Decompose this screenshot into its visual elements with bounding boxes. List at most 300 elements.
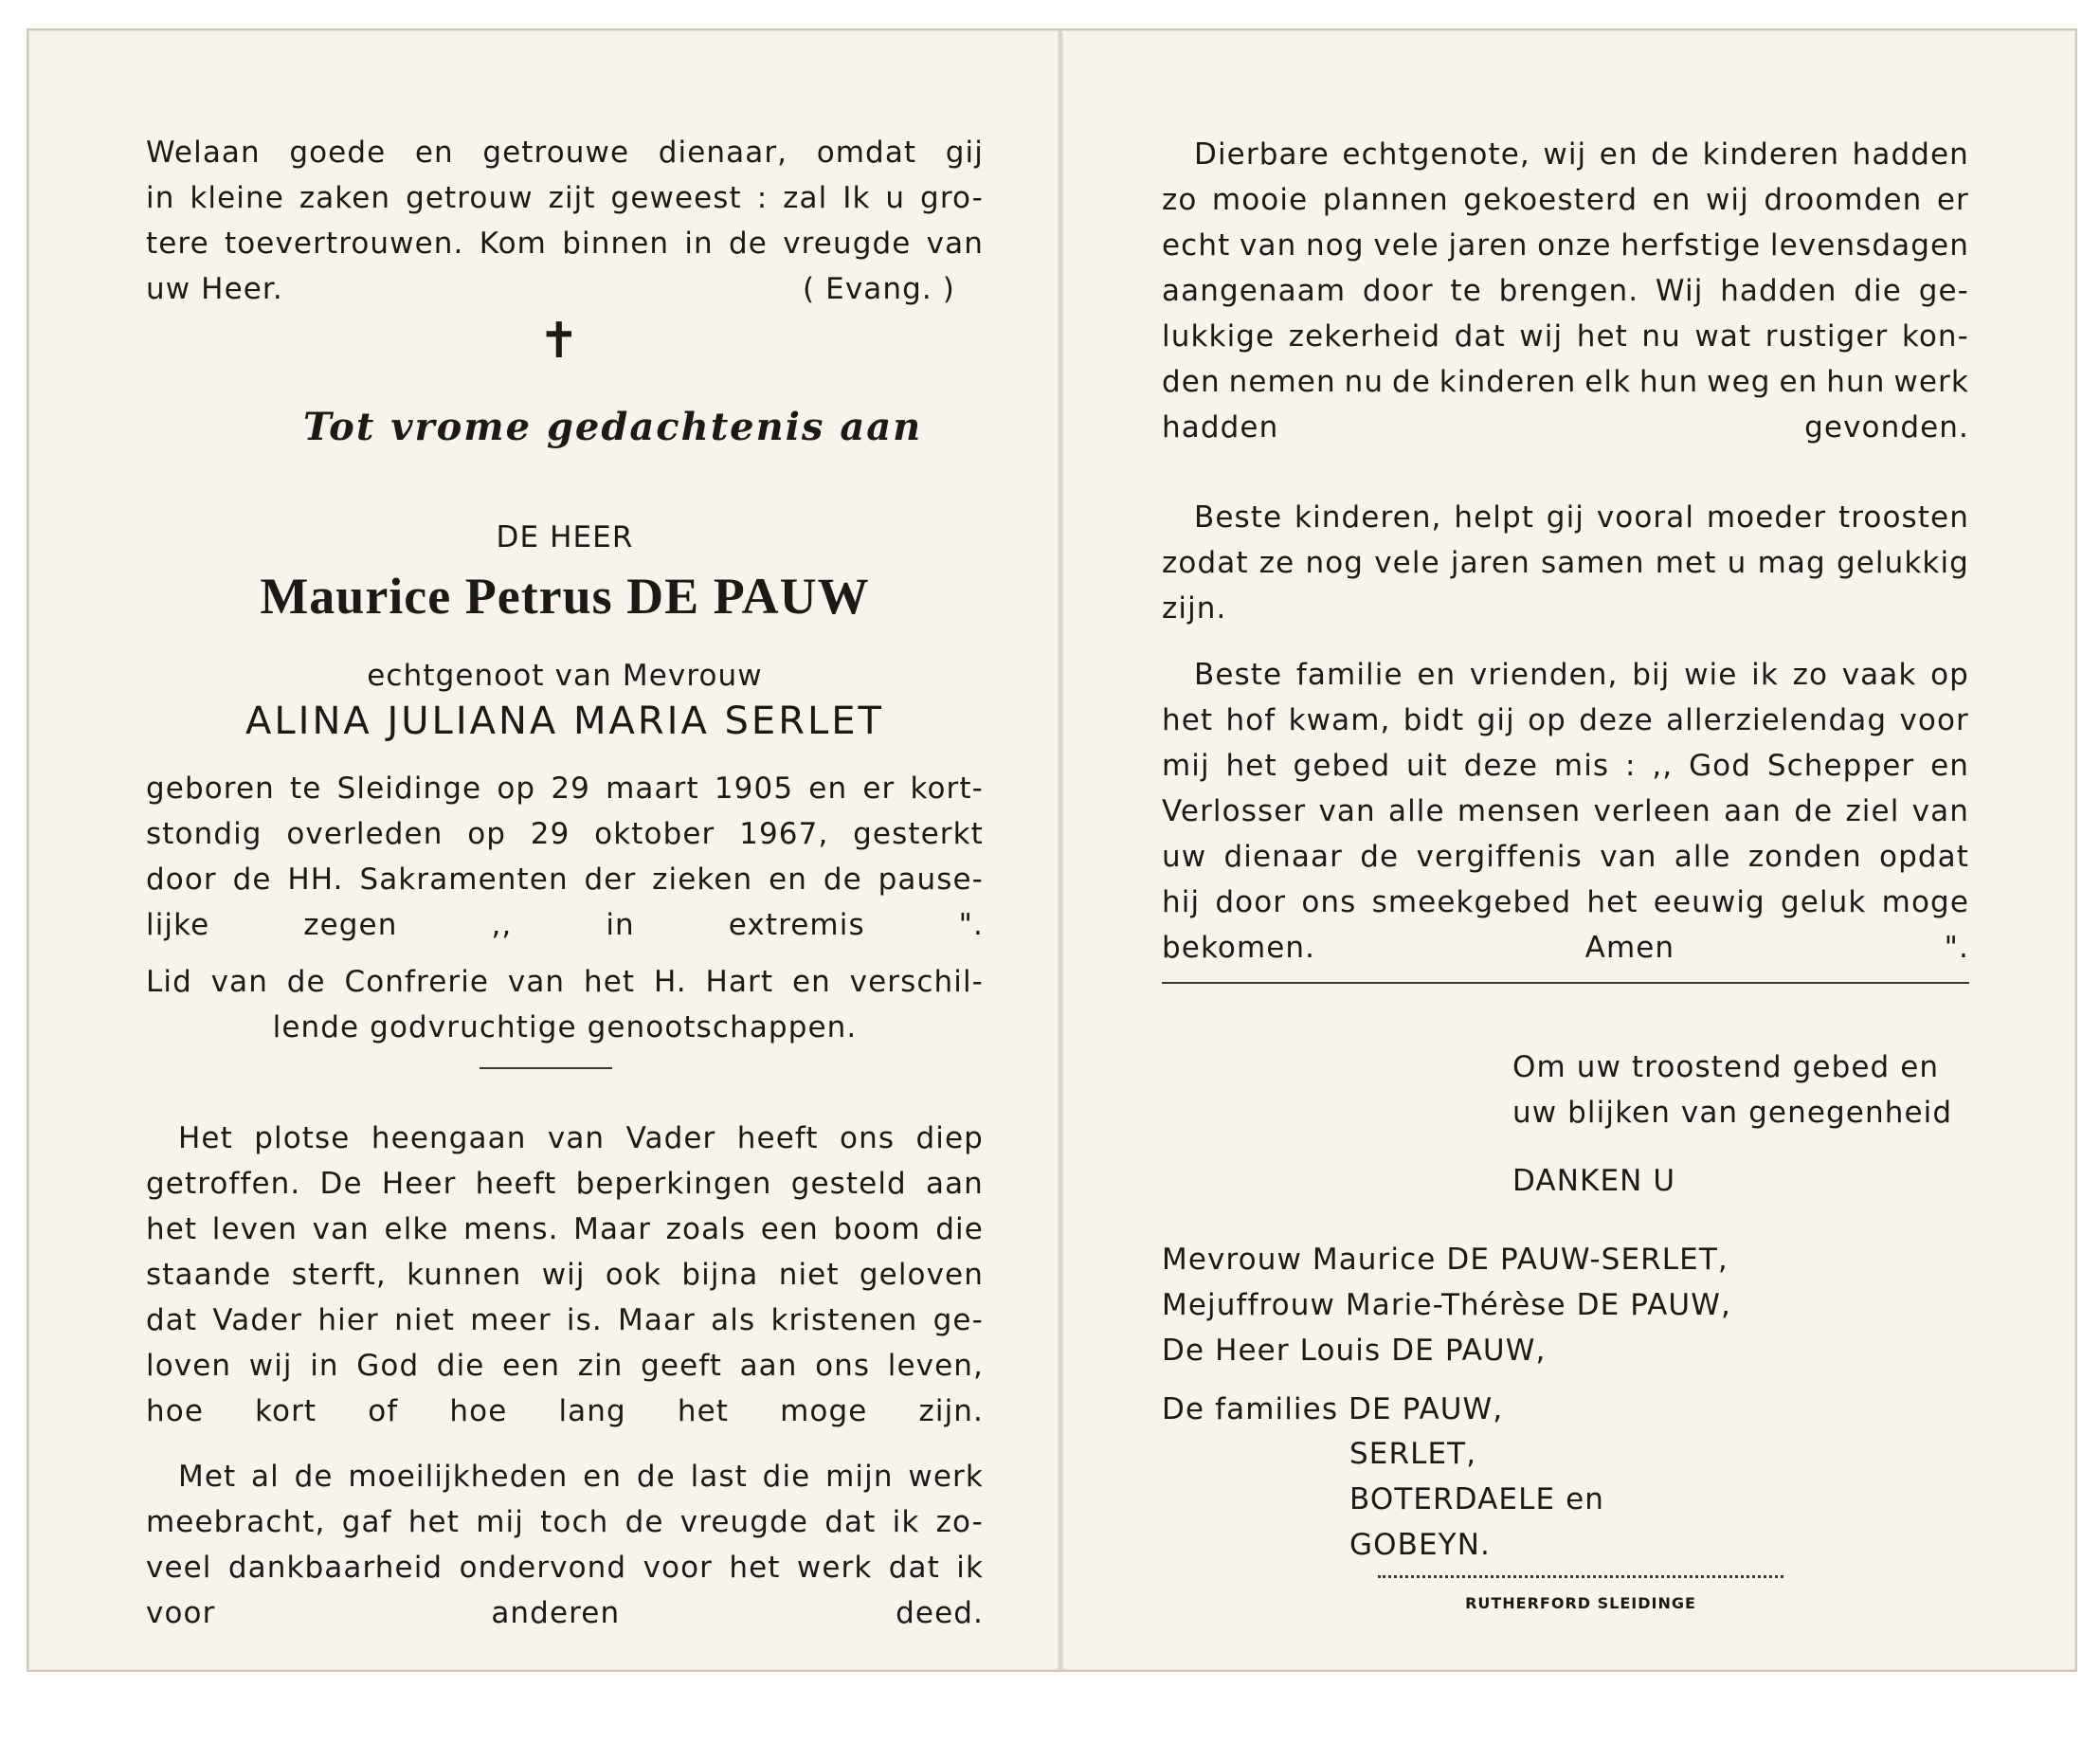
- word: ik: [892, 1505, 920, 1539]
- thanks-text: [1512, 1044, 1986, 1135]
- word: de: [232, 862, 272, 897]
- word: den: [1162, 365, 1221, 399]
- word: dienaar: [1223, 840, 1343, 874]
- word: de: [294, 1460, 334, 1494]
- word: de: [1794, 794, 1834, 828]
- word: uit: [1406, 749, 1448, 783]
- family-name: BOTERDAELE en: [1349, 1482, 1605, 1516]
- word: geboren: [146, 772, 275, 806]
- word: het: [407, 1505, 460, 1539]
- spouse-name: ALINA JULIANA MARIA SERLET: [245, 699, 884, 743]
- word: kleine: [190, 181, 284, 215]
- deceased-name: Maurice Petrus DE PAUW: [260, 568, 870, 625]
- word: boom: [833, 1212, 921, 1246]
- thanks-signoff: DANKEN U: [1512, 1164, 1676, 1198]
- word: van: [507, 965, 566, 999]
- word: plotse: [254, 1121, 351, 1155]
- word: toevertrouwen.: [224, 227, 464, 261]
- biography: [146, 766, 984, 948]
- word: kon-: [1901, 319, 1969, 354]
- word: leven: [211, 1212, 299, 1246]
- word: aangenaam: [1162, 274, 1347, 308]
- word: in: [146, 181, 175, 215]
- para-last-line: zijn.: [1162, 591, 1227, 626]
- word: en: [1930, 749, 1969, 783]
- word: die: [762, 1460, 811, 1494]
- word: deze: [1463, 749, 1539, 783]
- word: verschil-: [849, 965, 984, 999]
- para-line: [1162, 540, 1969, 586]
- word: heeft: [736, 1121, 819, 1155]
- para-line: [146, 1454, 984, 1499]
- word: Dierbare: [1194, 137, 1330, 172]
- word: door: [1362, 274, 1434, 308]
- word: gaf: [341, 1505, 392, 1539]
- word: en: [808, 772, 848, 806]
- para-line: [146, 1161, 984, 1207]
- word: ook: [605, 1258, 662, 1292]
- word: binnen: [562, 227, 670, 261]
- word: het: [146, 1212, 198, 1246]
- para-line: [146, 1207, 984, 1252]
- bio-last-line: lijke zegen ,, in extremis ".: [146, 908, 984, 942]
- word: de: [625, 1505, 664, 1539]
- word: Vader: [212, 1303, 303, 1337]
- quote-last-line: [146, 266, 984, 312]
- word: meebracht,: [146, 1505, 326, 1539]
- word: door: [1215, 885, 1287, 919]
- cross-icon: ✝: [538, 313, 580, 370]
- word: dat: [1454, 319, 1506, 354]
- scripture-quote: [146, 130, 984, 312]
- word: de: [1391, 365, 1431, 399]
- word: mij: [476, 1505, 524, 1539]
- quote-line: [146, 175, 984, 221]
- word: gelukkig: [1836, 546, 1969, 580]
- word: Welaan: [146, 136, 261, 170]
- word: nu: [1641, 319, 1681, 354]
- para-line: [1162, 223, 1969, 268]
- word: nog: [1306, 228, 1365, 263]
- word: alle: [1387, 794, 1445, 828]
- paragraph-echtgenote: [1162, 132, 1969, 450]
- word: echtgenote,: [1342, 137, 1530, 172]
- word: Maar: [573, 1212, 652, 1246]
- word: moeilijkheden: [348, 1460, 569, 1494]
- word: vele: [1374, 546, 1440, 580]
- word: een: [502, 1349, 561, 1383]
- word: die: [436, 1349, 485, 1383]
- word: lukkige: [1162, 319, 1276, 354]
- word: zodat: [1162, 546, 1249, 580]
- word: moge: [1881, 885, 1969, 919]
- word: mijn: [825, 1460, 894, 1494]
- paragraph-vader: [146, 1116, 984, 1434]
- right-panel: [1063, 30, 2075, 1670]
- word: het: [583, 965, 636, 999]
- word: verleen: [1593, 794, 1711, 828]
- word: het: [1225, 749, 1277, 783]
- para-last-line: hoe kort of hoe lang het moge zijn.: [146, 1394, 984, 1428]
- word: ik: [1751, 658, 1779, 692]
- word: dat: [146, 1303, 198, 1337]
- word: gesteld: [790, 1167, 907, 1201]
- word: zal: [783, 181, 828, 215]
- word: hier: [317, 1303, 379, 1337]
- word: geluk: [1781, 885, 1867, 919]
- word: Wij: [1655, 274, 1704, 308]
- word: wij: [1519, 319, 1564, 354]
- word: van: [1240, 228, 1297, 263]
- word: God: [356, 1349, 420, 1383]
- word: ik: [956, 1551, 984, 1585]
- word: leven,: [887, 1349, 984, 1383]
- word: ge-: [932, 1303, 984, 1337]
- word: kwam,: [1288, 703, 1391, 737]
- word: der: [584, 862, 637, 897]
- member-line: [146, 959, 984, 1005]
- families-intro: De families DE PAUW,: [1162, 1392, 1504, 1426]
- word: is.: [566, 1303, 603, 1337]
- word: er: [862, 772, 896, 806]
- bio-line: [146, 766, 984, 811]
- word: ons: [1301, 885, 1357, 919]
- para-line: [146, 1545, 984, 1590]
- word: elke: [384, 1212, 449, 1246]
- word: goede: [289, 136, 387, 170]
- word: die: [935, 1212, 984, 1246]
- word: ons: [815, 1349, 871, 1383]
- word: vreugde: [679, 1505, 809, 1539]
- word: geloven: [859, 1258, 984, 1292]
- bio-line: [146, 811, 984, 857]
- word: smeekgebed: [1371, 885, 1572, 919]
- word: de: [1651, 137, 1691, 172]
- word: met: [1655, 546, 1717, 580]
- word: op: [467, 817, 507, 851]
- word: gij: [945, 136, 984, 170]
- word: eeuwig: [1653, 885, 1765, 919]
- word: werk: [908, 1460, 984, 1494]
- word: echt: [1162, 228, 1231, 263]
- word: aan: [925, 1167, 984, 1201]
- word: zaken: [299, 181, 391, 215]
- word: opdat: [1879, 840, 1969, 874]
- word: de: [286, 965, 326, 999]
- word: gro-: [920, 181, 984, 215]
- word: zo: [1792, 658, 1829, 692]
- word: oktober: [594, 817, 715, 851]
- word: en: [1779, 365, 1819, 399]
- para-line: [1162, 359, 1969, 405]
- member-last-line: lende godvruchtige genootschappen.: [272, 1010, 858, 1044]
- word: Met: [178, 1460, 237, 1494]
- word: die: [1854, 274, 1902, 308]
- word: stondig: [146, 817, 262, 851]
- word: kinderen: [1439, 365, 1577, 399]
- quote-source: ( Evang. ): [802, 272, 955, 306]
- word: het: [729, 1551, 781, 1585]
- word: dienaar,: [658, 136, 788, 170]
- word: werk: [796, 1551, 873, 1585]
- word: Hart: [705, 965, 774, 999]
- word: meer: [470, 1303, 552, 1337]
- word: het: [1162, 703, 1214, 737]
- word: vreugde: [783, 227, 912, 261]
- word: en: [1652, 183, 1692, 217]
- word: van: [547, 1121, 606, 1155]
- divider: [480, 1067, 612, 1069]
- para-line: [146, 1298, 984, 1343]
- para-line: [1162, 177, 1969, 223]
- word: mensen: [1457, 794, 1582, 828]
- word: mag: [1757, 546, 1826, 580]
- spouse-intro: echtgenoot van Mevrouw: [367, 659, 763, 693]
- paragraph-werk: [146, 1454, 984, 1636]
- word: werk: [1893, 365, 1969, 399]
- word: kristenen: [770, 1303, 918, 1337]
- word: jaren: [1448, 228, 1529, 263]
- word: samen: [1541, 546, 1645, 580]
- families-list: [1349, 1431, 1918, 1568]
- word: van: [926, 227, 984, 261]
- word: mens.: [463, 1212, 559, 1246]
- word: vrienden,: [1469, 658, 1619, 692]
- word: mis: [1553, 749, 1610, 783]
- word: familie: [1295, 658, 1403, 692]
- membership: [146, 959, 984, 1050]
- word: Verlosser: [1162, 794, 1307, 828]
- word: zekerheid: [1288, 319, 1441, 354]
- word: Schepper: [1766, 749, 1915, 783]
- word: maart: [606, 772, 699, 806]
- word: 29: [530, 817, 570, 851]
- word: dat: [888, 1551, 940, 1585]
- word: nemen: [1228, 365, 1336, 399]
- word: nu: [1344, 365, 1385, 399]
- para-line: [1162, 132, 1969, 177]
- word: diep: [915, 1121, 984, 1155]
- word: 1967,: [739, 817, 829, 851]
- word: in: [310, 1349, 339, 1383]
- word: sterft,: [291, 1258, 387, 1292]
- word: wij: [541, 1258, 586, 1292]
- word: wij: [1705, 183, 1749, 217]
- word: Vader: [625, 1121, 716, 1155]
- word: Sakramenten: [359, 862, 569, 897]
- word: gebed: [1293, 749, 1391, 783]
- word: ,,: [1652, 749, 1674, 783]
- para-line: [1162, 268, 1969, 314]
- word: tere: [146, 227, 209, 261]
- word: en: [769, 862, 808, 897]
- word: geweest: [610, 181, 742, 215]
- word: :: [756, 181, 769, 215]
- para-line: [146, 1343, 984, 1389]
- word: op: [497, 772, 536, 806]
- word: wij: [248, 1349, 293, 1383]
- family-name: GOBEYN.: [1349, 1528, 1491, 1562]
- para-last-line: hadden gevonden.: [1162, 410, 1969, 445]
- para-line: [1162, 698, 1969, 743]
- word: omdat: [816, 136, 917, 170]
- family-name: SERLET,: [1349, 1437, 1477, 1471]
- word: kinderen: [1702, 137, 1840, 172]
- para-line: [1162, 834, 1969, 880]
- word: aan: [1724, 794, 1783, 828]
- word: niet: [394, 1303, 455, 1337]
- word: Lid: [146, 965, 192, 999]
- word: uw: [1162, 840, 1207, 874]
- word: hadden: [1852, 137, 1969, 172]
- para-line: [146, 1116, 984, 1161]
- word: hof: [1225, 703, 1276, 737]
- word: van: [1911, 794, 1969, 828]
- paragraph-familie: [1162, 652, 1969, 971]
- para-line: [1162, 652, 1969, 698]
- word: De: [319, 1167, 363, 1201]
- para-line: [1162, 314, 1969, 359]
- family-member: De Heer Louis DE PAUW,: [1162, 1334, 1547, 1368]
- word: de: [729, 227, 768, 261]
- word: toch: [540, 1505, 609, 1539]
- paragraph-kinderen: [1162, 495, 1969, 631]
- word: bidt: [1403, 703, 1465, 737]
- word: kunnen: [407, 1258, 522, 1292]
- left-panel: [28, 30, 1058, 1670]
- word: elk: [1584, 365, 1632, 399]
- word: getrouw: [406, 181, 534, 215]
- word: van: [312, 1212, 370, 1246]
- word: van: [210, 965, 268, 999]
- word: kinderen,: [1294, 500, 1442, 535]
- word: een: [760, 1212, 819, 1246]
- word: u: [1727, 546, 1747, 580]
- word: 1905: [714, 772, 794, 806]
- word: Maar: [618, 1303, 696, 1337]
- word: last: [690, 1460, 748, 1494]
- word: niet: [778, 1258, 840, 1292]
- word: mij: [1162, 749, 1210, 783]
- word: getroffen.: [146, 1167, 301, 1201]
- word: voor: [643, 1551, 713, 1585]
- word: en: [1417, 658, 1457, 692]
- word: brengen.: [1498, 274, 1639, 308]
- word: staande: [146, 1258, 272, 1292]
- quote-line: [146, 221, 984, 266]
- word: zo: [1162, 183, 1198, 217]
- word: hun: [1639, 365, 1699, 399]
- word: het: [1586, 885, 1638, 919]
- word: mooie: [1211, 183, 1309, 217]
- word: gekoesterd: [1463, 183, 1638, 217]
- word: dankbaarheid: [227, 1551, 444, 1585]
- word: en: [1599, 137, 1638, 172]
- word: kort-: [910, 772, 984, 806]
- word: op: [1930, 658, 1969, 692]
- word: zonden: [1747, 840, 1862, 874]
- word: bij: [1632, 658, 1671, 692]
- word: in: [684, 227, 714, 261]
- word: de: [1360, 840, 1400, 874]
- word: ge-: [1918, 274, 1969, 308]
- word: allerzielendag: [1666, 703, 1888, 737]
- word: wie: [1684, 658, 1738, 692]
- word: helpt: [1454, 500, 1534, 535]
- word: geeft: [641, 1349, 722, 1383]
- word: vaak: [1841, 658, 1917, 692]
- para-last-line: bekomen. Amen ".: [1162, 931, 1969, 965]
- word: Ik: [842, 181, 871, 215]
- word: Confrerie: [344, 965, 490, 999]
- word: alle: [1674, 840, 1731, 874]
- word: aan: [739, 1349, 798, 1383]
- word: onze: [1537, 228, 1612, 263]
- word: droomden: [1764, 183, 1923, 217]
- word: ze: [1258, 546, 1295, 580]
- bio-line: [146, 857, 984, 902]
- word: gij: [1476, 703, 1515, 737]
- word: Beste: [1194, 658, 1283, 692]
- word: te: [1450, 274, 1482, 308]
- word: ondervond: [459, 1551, 627, 1585]
- family-member: Mevrouw Maurice DE PAUW-SERLET,: [1162, 1243, 1729, 1277]
- word: 29: [551, 772, 590, 806]
- word: HH.: [287, 862, 344, 897]
- word: weg: [1707, 365, 1771, 399]
- memorial-heading: Tot vrome gedachtenis aan: [303, 405, 923, 449]
- word: levensdagen: [1769, 228, 1969, 263]
- word: overleden: [286, 817, 444, 851]
- word: Het: [178, 1121, 233, 1155]
- word: al: [251, 1460, 280, 1494]
- word: vergiffenis: [1416, 840, 1583, 874]
- word: heengaan: [371, 1121, 527, 1155]
- para-line: [1162, 880, 1969, 925]
- thanks-line: uw blijken van genegenheid: [1512, 1096, 1953, 1130]
- word: rustiger: [1765, 319, 1889, 354]
- word: het: [1576, 319, 1628, 354]
- word: bijna: [681, 1258, 759, 1292]
- word: zijt: [548, 181, 596, 215]
- thanks-line: Om uw troostend gebed en: [1512, 1050, 1940, 1084]
- word: gesterkt: [853, 817, 984, 851]
- word: op: [1528, 703, 1566, 737]
- word: te: [290, 772, 322, 806]
- para-last-line: voor anderen deed.: [146, 1596, 984, 1630]
- quote-line: [146, 130, 984, 175]
- para-line: [1162, 743, 1969, 789]
- word: plannen: [1322, 183, 1449, 217]
- word: God: [1689, 749, 1752, 783]
- word: zo-: [935, 1505, 984, 1539]
- word: deze: [1579, 703, 1654, 737]
- word: heeft: [475, 1167, 557, 1201]
- word: hij: [1162, 885, 1201, 919]
- word: getrouwe: [482, 136, 630, 170]
- word: wij: [1543, 137, 1587, 172]
- word: pause-: [878, 862, 984, 897]
- word: ziel: [1845, 794, 1900, 828]
- word: de: [823, 862, 862, 897]
- word: van: [1318, 794, 1376, 828]
- word: hadden: [1720, 274, 1838, 308]
- word: hun: [1826, 365, 1886, 399]
- word: dat: [824, 1505, 877, 1539]
- word: en: [414, 136, 454, 170]
- word: H.: [653, 965, 687, 999]
- word: zoals: [665, 1212, 747, 1246]
